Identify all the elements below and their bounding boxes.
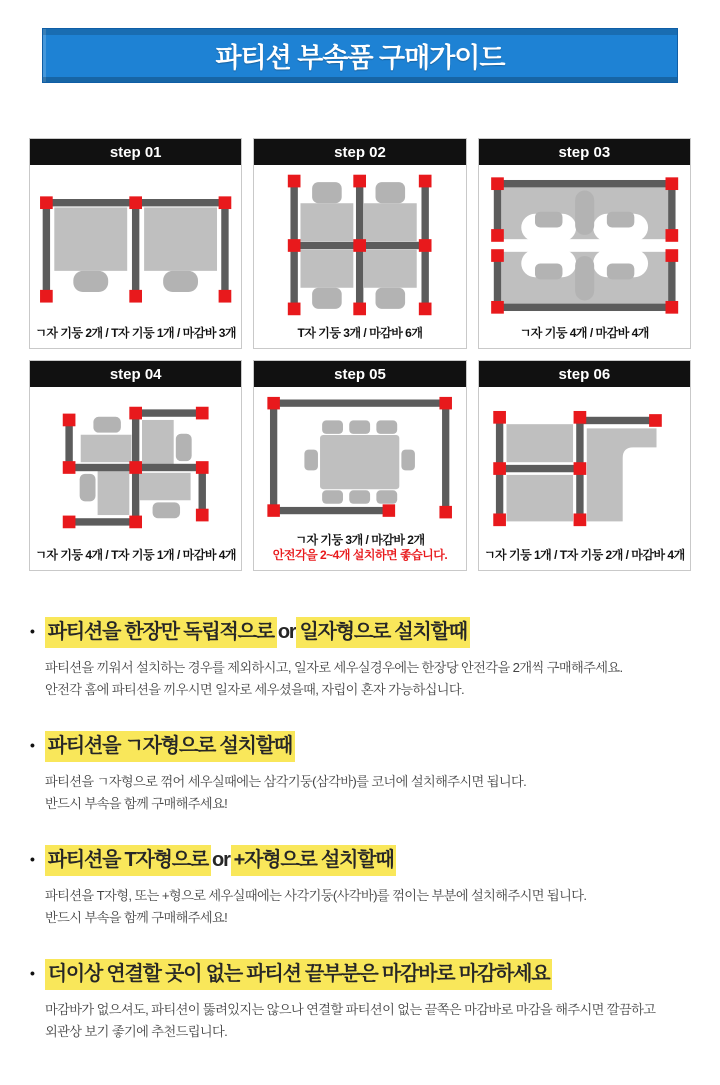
step-04-caption: ㄱ자 기둥 4개 / T자 기둥 1개 / 마감바 4개: [35, 548, 237, 562]
heading-segment: +자형으로 설치할때: [231, 845, 397, 876]
partition-bar: [132, 409, 206, 416]
connector-dot: [354, 239, 367, 252]
step-06-caption: ㄱ자 기둥 1개 / T자 기둥 2개 / 마감바 4개: [483, 548, 685, 562]
step-03-diagram: [479, 165, 690, 326]
step-01-diagram: [30, 165, 241, 326]
chair: [312, 182, 342, 203]
bullet-icon: •: [30, 623, 34, 640]
layout-diagram-icon: [254, 387, 465, 533]
connector-dot: [219, 196, 232, 209]
chair: [376, 182, 406, 203]
desk: [144, 207, 217, 270]
connector-dot: [440, 397, 453, 410]
connector-dot: [354, 175, 367, 188]
connector-dot: [493, 411, 506, 424]
heading-segment: 파티션을 T자형으로: [45, 845, 211, 876]
step-card-04: [29, 360, 242, 571]
connector-dot: [288, 175, 301, 188]
section-body-line: 파티션을 ㄱ자형으로 꺾어 세우실때에는 삼각기둥(삼각바)를 코너에 설치해주시면 됩니다.: [45, 773, 527, 789]
connector-dot: [129, 516, 142, 529]
section-body: [45, 657, 690, 702]
connector-dot: [196, 461, 209, 474]
partition-bar: [65, 518, 139, 525]
workstation-cluster-bottom: [491, 249, 678, 313]
connector-dot: [665, 301, 678, 314]
connector-dot: [288, 239, 301, 252]
section-body-line: 마감바가 없으셔도, 파티션이 뚫려있지는 않으나 연결할 파티션이 없는 끝쪽은 마감바로 마감을 해주시면 깔끔하고: [45, 1001, 656, 1017]
section-body: [45, 999, 690, 1044]
desk: [301, 203, 354, 241]
connector-dot: [63, 516, 76, 529]
step-05-header: [254, 361, 465, 387]
heading-segment: 더이상 연결할 곳이 없는 파티션 끝부분은 마감바로 마감하세요: [45, 959, 553, 990]
step-03-caption: ㄱ자 기둥 4개 / 마감바 4개: [519, 326, 649, 340]
partition-bar: [43, 199, 50, 296]
info-section-endcap: [30, 959, 690, 1044]
connector-dot: [573, 513, 586, 526]
desk: [81, 435, 132, 462]
step-01-label: step 01: [109, 144, 162, 161]
section-body: [45, 885, 690, 930]
partition-bar: [132, 199, 139, 296]
connector-dot: [419, 239, 432, 252]
step-01-header: [30, 139, 241, 165]
chair: [376, 288, 406, 309]
section-body-line: 파티션을 T자형, 또는 +형으로 세우실때에는 사각기둥(사각바)를 꺾이는 부분에 설치해주시면 됩니다.: [45, 887, 587, 903]
partition-bar: [493, 180, 675, 187]
step-card-05: [253, 360, 466, 571]
step-card-01: [29, 138, 242, 349]
chair: [535, 263, 562, 279]
partition-bar: [270, 400, 277, 515]
desk: [364, 203, 417, 241]
connector-dot: [493, 462, 506, 475]
center-divider: [575, 191, 594, 235]
step-05-diagram: [254, 387, 465, 533]
desk: [364, 250, 417, 288]
desk: [98, 471, 130, 515]
info-section-independent: [30, 617, 690, 702]
connector-dot: [196, 509, 209, 522]
step-02-caption: T자 기둥 3개 / 마감바 6개: [297, 326, 423, 340]
step-04-diagram: [30, 387, 241, 548]
step-01-caption: ㄱ자 기둥 2개 / T자 기둥 1개 / 마감바 3개: [35, 326, 237, 340]
info-section-t-shape: [30, 845, 690, 930]
chair: [312, 288, 342, 309]
chair: [163, 271, 198, 292]
section-body-line: 외관상 보기 좋기에 추천드립니다.: [45, 1024, 228, 1040]
connector-dot: [491, 249, 504, 262]
bullet-icon: •: [30, 736, 34, 753]
section-body-line: 안전각 홈에 파티션을 끼우시면 일자로 세우셨을때, 자립이 혼자 가능하십니다.: [45, 682, 465, 698]
step-06-label: step 06: [558, 366, 611, 383]
guide-banner: [42, 28, 678, 83]
connector-dot: [491, 229, 504, 242]
partition-bar: [496, 465, 584, 472]
section-heading: [30, 959, 690, 990]
section-body-line: 반드시 부속을 함께 구매해주세요!: [45, 796, 228, 812]
center-divider: [575, 256, 594, 300]
connector-dot: [268, 397, 281, 410]
desk: [506, 475, 573, 521]
partition-bar: [493, 304, 675, 311]
connector-dot: [129, 196, 142, 209]
section-heading: [30, 845, 690, 876]
desk: [506, 424, 573, 462]
connector-dot: [649, 414, 662, 427]
bullet-icon: •: [30, 850, 34, 867]
section-body: [45, 771, 690, 816]
partition-bar: [270, 507, 393, 514]
desk: [301, 250, 354, 288]
heading-segment: or: [212, 848, 230, 871]
chair: [153, 502, 180, 518]
connector-dot: [354, 303, 367, 316]
layout-diagram-icon: [30, 165, 241, 326]
step-02-header: [254, 139, 465, 165]
step-card-03: [478, 138, 691, 349]
step-card-06: [478, 360, 691, 571]
desk: [54, 207, 127, 270]
section-heading: [30, 731, 690, 762]
step-04-label: step 04: [109, 366, 162, 383]
partition-bar: [221, 199, 228, 296]
connector-dot: [40, 196, 53, 209]
connector-dot: [573, 462, 586, 475]
chair: [305, 450, 319, 471]
connector-dot: [419, 303, 432, 316]
connector-dot: [63, 414, 76, 427]
heading-segment: 파티션을 ㄱ자형으로 설치할때: [45, 731, 295, 762]
step-03-header: [479, 139, 690, 165]
step-05-caption-line: ㄱ자 기둥 3개 / 마감바 2개: [295, 533, 425, 547]
connector-dot: [129, 290, 142, 303]
table: [320, 435, 399, 489]
chair: [176, 434, 192, 461]
chair: [322, 490, 343, 504]
connector-dot: [196, 407, 209, 420]
partition-bar: [136, 464, 203, 471]
layout-diagram-icon: [479, 165, 690, 326]
steps-grid: [29, 138, 691, 571]
partition-bar: [69, 464, 136, 471]
layout-diagram-icon: [479, 387, 690, 548]
page-title: 파티션 부속품 구매가이드: [215, 43, 505, 73]
connector-dot: [491, 301, 504, 314]
connector-dot: [129, 461, 142, 474]
chair: [377, 490, 398, 504]
connector-dot: [383, 504, 396, 517]
chair: [607, 263, 634, 279]
section-heading: [30, 617, 690, 648]
connector-dot: [665, 249, 678, 262]
step-05-caption: [254, 533, 465, 570]
chair: [607, 212, 634, 228]
info-section-l-shape: [30, 731, 690, 816]
layout-diagram-icon: [30, 387, 241, 548]
connector-dot: [268, 504, 281, 517]
step-05-label: step 05: [334, 366, 386, 383]
chair: [535, 212, 562, 228]
chair: [80, 474, 96, 501]
heading-segment: 파티션을 한장만 독립적으로: [45, 617, 277, 648]
chair: [322, 420, 343, 434]
section-body-line: 파티션을 끼워서 설치하는 경우를 제외하시고, 일자로 세우실경우에는 한장당 안전각을 2개씩 구매해주세요.: [45, 660, 623, 675]
chair: [93, 417, 120, 433]
step-02-diagram: [254, 165, 465, 326]
step-06-diagram: [479, 387, 690, 548]
meeting-table: [305, 420, 416, 503]
partition-bar: [270, 400, 449, 407]
heading-segment: 일자형으로 설치할때: [296, 617, 469, 648]
connector-dot: [665, 229, 678, 242]
connector-dot: [493, 513, 506, 526]
connector-dot: [129, 407, 142, 420]
desk: [142, 420, 174, 464]
connector-dot: [288, 303, 301, 316]
chair: [402, 450, 416, 471]
partition-bar: [576, 417, 658, 424]
section-body-line: 반드시 부속을 함께 구매해주세요!: [45, 910, 228, 926]
step-card-02: [253, 138, 466, 349]
chair: [377, 420, 398, 434]
desk: [140, 473, 191, 500]
workstation-cluster-top: [491, 177, 678, 241]
step-06-header: [479, 361, 690, 387]
partition-bar: [442, 400, 449, 517]
step-05-note: 안전각을 2~4개 설치하면 좋습니다.: [272, 548, 448, 562]
step-03-label: step 03: [558, 144, 611, 161]
connector-dot: [219, 290, 232, 303]
chair: [350, 490, 371, 504]
chair: [73, 271, 108, 292]
l-shaped-desk: [586, 428, 656, 521]
chair: [350, 420, 371, 434]
connector-dot: [573, 411, 586, 424]
connector-dot: [63, 461, 76, 474]
layout-diagram-icon: [254, 165, 465, 326]
step-02-label: step 02: [334, 144, 386, 161]
connector-dot: [40, 290, 53, 303]
connector-dot: [440, 506, 453, 519]
info-sections: [30, 617, 690, 1044]
connector-dot: [491, 177, 504, 190]
bullet-icon: •: [30, 964, 34, 981]
heading-segment: or: [277, 621, 296, 643]
step-04-header: [30, 361, 241, 387]
connector-dot: [419, 175, 432, 188]
connector-dot: [665, 177, 678, 190]
